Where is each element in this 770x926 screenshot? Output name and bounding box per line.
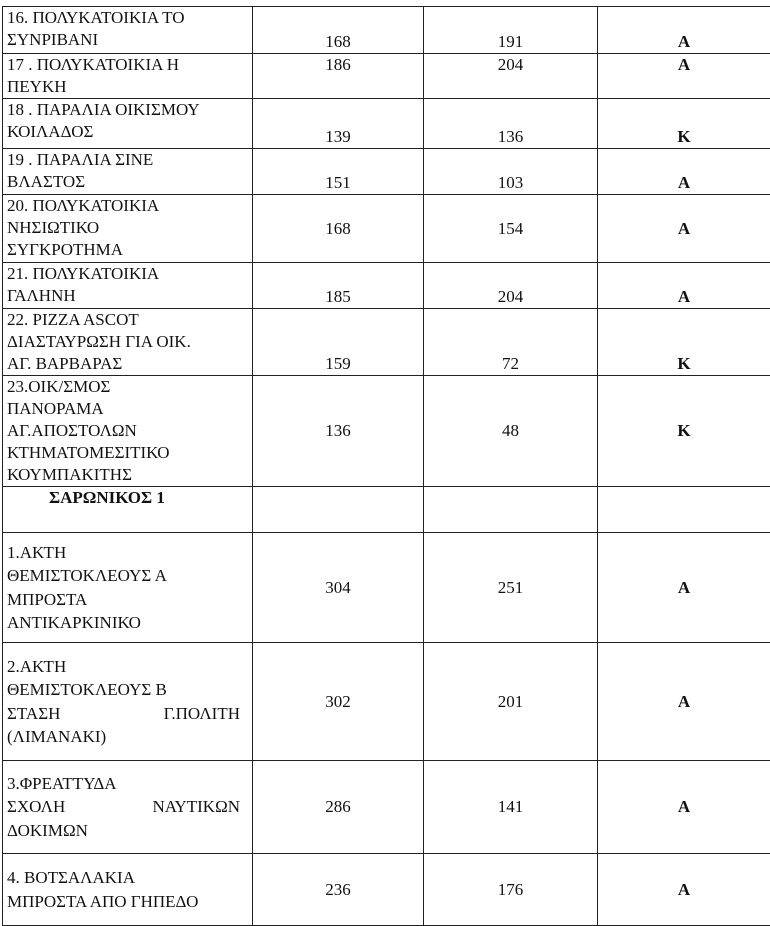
table-row	[3, 761, 770, 854]
table-row	[3, 149, 770, 195]
location-line: ΚΟΥΜΠΑΚΙΤΗΣ	[7, 464, 252, 486]
table-row	[3, 99, 770, 149]
table-row	[3, 854, 770, 926]
location-line: ΠΑΝΟΡΑΜΑ	[7, 398, 252, 420]
table-row	[3, 309, 770, 376]
table-row	[3, 533, 770, 643]
table-row	[3, 54, 770, 99]
value-cell-1: 186	[253, 54, 424, 99]
table-row	[3, 263, 770, 309]
location-cell	[3, 7, 253, 54]
class-cell: Α	[598, 643, 770, 761]
class-cell: Α	[598, 533, 770, 643]
location-line: 16. ΠΟΛΥΚΑΤΟΙΚΙΑ ΤΟ	[7, 7, 252, 29]
value-cell-1: 302	[253, 643, 424, 761]
value-cell-1: 185	[253, 263, 424, 309]
location-cell	[3, 149, 253, 195]
location-line: ΣΥΓΚΡΟΤΗΜΑ	[7, 239, 252, 261]
location-line: 3.ΦΡΕΑΤΤΥΔΑ	[7, 772, 252, 796]
value-cell-1: 168	[253, 195, 424, 263]
class-cell: Α	[598, 195, 770, 263]
value-cell-2: 201	[424, 643, 598, 761]
location-cell	[3, 643, 253, 761]
value-cell-2: 204	[424, 54, 598, 99]
location-line: 23.ΟΙΚ/ΣΜΟΣ	[7, 376, 252, 398]
section-title: ΣΑΡΩΝΙΚΟΣ 1	[3, 487, 253, 533]
table-row	[3, 376, 770, 487]
table-row	[3, 643, 770, 761]
class-cell: Α	[598, 854, 770, 926]
value-cell-1: 236	[253, 854, 424, 926]
location-line: (ΛΙΜΑΝΑΚΙ)	[7, 725, 252, 749]
location-line: ΜΠΡΟΣΤΑ	[7, 588, 252, 612]
location-cell	[3, 854, 253, 926]
empty-cell	[424, 487, 598, 533]
location-line: ΑΓ. ΒΑΡΒΑΡΑΣ	[7, 353, 252, 375]
class-cell: Κ	[598, 99, 770, 149]
location-cell	[3, 376, 253, 487]
location-cell	[3, 761, 253, 854]
location-word: ΣΧΟΛΗ	[7, 795, 65, 819]
location-line: 1.ΑΚΤΗ	[7, 541, 252, 565]
value-cell-2: 141	[424, 761, 598, 854]
location-line: 21. ΠΟΛΥΚΑΤΟΙΚΙΑ	[7, 263, 252, 285]
empty-cell	[598, 487, 770, 533]
value-cell-2: 154	[424, 195, 598, 263]
location-line: ΘΕΜΙΣΤΟΚΛΕΟΥΣ Α	[7, 564, 252, 588]
location-line: ΒΛΑΣΤΟΣ	[7, 171, 252, 193]
location-cell	[3, 54, 253, 99]
value-cell-2: 72	[424, 309, 598, 376]
value-cell-1: 159	[253, 309, 424, 376]
class-cell: Α	[598, 761, 770, 854]
location-line	[7, 795, 252, 819]
value-cell-2: 103	[424, 149, 598, 195]
value-cell-2: 251	[424, 533, 598, 643]
location-line: ΜΠΡΟΣΤΑ ΑΠΟ ΓΗΠΕΔΟ	[7, 890, 252, 914]
value-cell-1: 136	[253, 376, 424, 487]
location-cell	[3, 533, 253, 643]
location-line: 20. ΠΟΛΥΚΑΤΟΙΚΙΑ	[7, 195, 252, 217]
location-line: ΓΑΛΗΝΗ	[7, 285, 252, 307]
location-line: ΣΥΝΡΙΒΑΝΙ	[7, 29, 252, 51]
location-cell	[3, 195, 253, 263]
value-cell-1: 286	[253, 761, 424, 854]
location-cell	[3, 263, 253, 309]
location-line	[7, 702, 252, 726]
location-word: ΝΑΥΤΙΚΩΝ	[153, 795, 240, 819]
value-cell-1: 304	[253, 533, 424, 643]
value-cell-1: 151	[253, 149, 424, 195]
location-line: 17 . ΠΟΛΥΚΑΤΟΙΚΙΑ Η	[7, 54, 252, 76]
location-line: ΝΗΣΙΩΤΙΚΟ	[7, 217, 252, 239]
location-line: ΔΟΚΙΜΩΝ	[7, 819, 252, 843]
value-cell-2: 48	[424, 376, 598, 487]
table-row	[3, 7, 770, 54]
location-line: 18 . ΠΑΡΑΛΙΑ ΟΙΚΙΣΜΟΥ	[7, 99, 252, 121]
empty-cell	[253, 487, 424, 533]
location-cell	[3, 309, 253, 376]
location-word: ΣΤΑΣΗ	[7, 702, 60, 726]
location-line: 19 . ΠΑΡΑΛΙΑ ΣΙΝΕ	[7, 149, 252, 171]
location-line: ΔΙΑΣΤΑΥΡΩΣΗ ΓΙΑ ΟΙΚ.	[7, 331, 252, 353]
location-line: ΠΕΥΚΗ	[7, 76, 252, 98]
location-line: 2.ΑΚΤΗ	[7, 655, 252, 679]
class-cell: Α	[598, 263, 770, 309]
location-line: ΚΟΙΛΑΔΟΣ	[7, 121, 252, 143]
class-cell: Κ	[598, 376, 770, 487]
section-row	[3, 487, 770, 533]
class-cell: Α	[598, 54, 770, 99]
location-line: ΑΝΤΙΚΑΡΚΙΝΙΚΟ	[7, 611, 252, 635]
location-line: 22. PIZZA ASCOT	[7, 309, 252, 331]
class-cell: Κ	[598, 309, 770, 376]
location-line: ΚΤΗΜΑΤΟΜΕΣΙΤΙΚΟ	[7, 442, 252, 464]
location-line: ΘΕΜΙΣΤΟΚΛΕΟΥΣ Β	[7, 678, 252, 702]
value-cell-1: 139	[253, 99, 424, 149]
value-cell-2: 204	[424, 263, 598, 309]
results-table	[2, 6, 770, 926]
value-cell-1: 168	[253, 7, 424, 54]
value-cell-2: 136	[424, 99, 598, 149]
value-cell-2: 191	[424, 7, 598, 54]
table-row	[3, 195, 770, 263]
value-cell-2: 176	[424, 854, 598, 926]
location-cell	[3, 99, 253, 149]
class-cell: Α	[598, 149, 770, 195]
class-cell: Α	[598, 7, 770, 54]
location-word: Γ.ΠΟΛΙΤΗ	[164, 702, 240, 726]
location-line: 4. ΒΟΤΣΑΛΑΚΙΑ	[7, 866, 252, 890]
location-line: ΑΓ.ΑΠΟΣΤΟΛΩΝ	[7, 420, 252, 442]
